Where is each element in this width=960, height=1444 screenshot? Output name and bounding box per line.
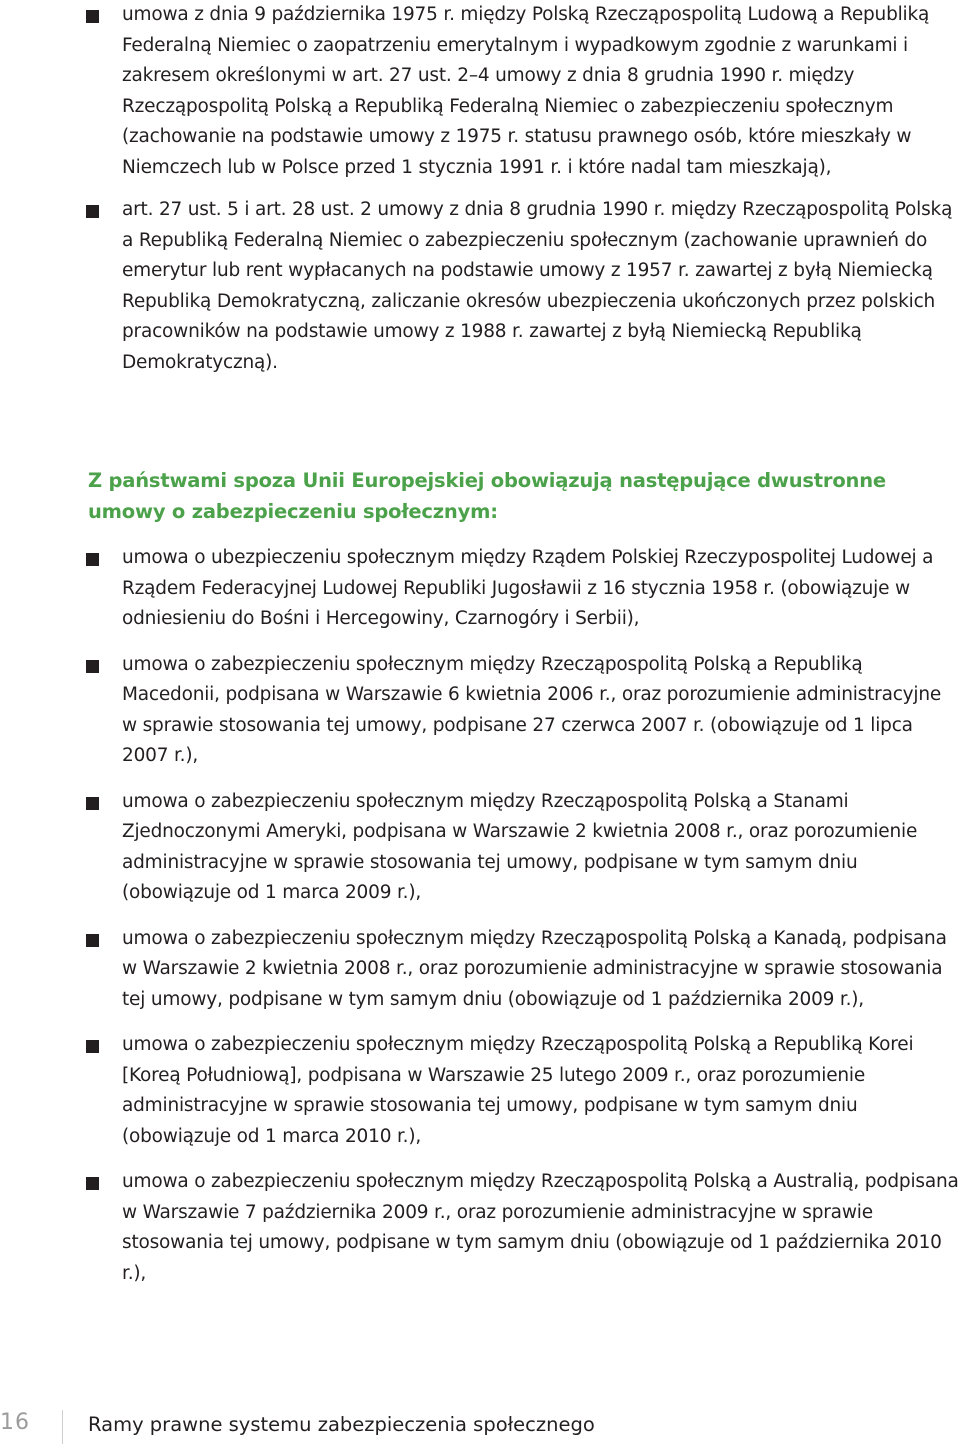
list-item <box>86 924 960 1016</box>
list-item <box>86 195 960 378</box>
agreement-list-non-eu <box>86 543 960 1304</box>
page-footer <box>0 1410 960 1444</box>
section-heading: Z państwami spoza Unii Europejskiej obowiązują następujące dwustronne umowy o zabezpieczeniu społecznym: <box>88 469 886 523</box>
list-item-text: umowa o zabezpieczeniu społecznym między Rzecząpospolitą Polską a Republiką Macedonii, podpisana w Warszawie 6 kwietnia 2006 r., oraz porozumienie administracyjne w sprawie stosowania tej umowy, podpisane 27 czerwca 2007 r. (obowiązuje od 1 lipca 2007 r.), <box>122 653 942 766</box>
list-item <box>86 1030 960 1152</box>
square-bullet-icon <box>86 797 99 810</box>
running-title: Ramy prawne systemu zabezpieczenia społecznego <box>88 1413 595 1436</box>
list-item-text: umowa o zabezpieczeniu społecznym między Rzecząpospolitą Polską a Stanami Zjednoczonymi Ameryki, podpisana w Warszawie 2 kwietnia 2008 r., oraz porozumienie administracyjne w sprawie stosowania tej umowy, podpisane w tym samym dniu (obowiązuje od 1 marca 2009 r.), <box>122 790 918 903</box>
list-item-text: umowa o zabezpieczeniu społecznym między Rzecząpospolitą Polską a Australią, podpisana w Warszawie 7 października 2009 r., oraz porozumienie administracyjne w sprawie stosowania tej umowy, podpisane w tym samym dniu (obowiązuje od 1 października 2010 r.), <box>122 1171 959 1284</box>
footer-divider <box>62 1410 63 1444</box>
list-item <box>86 0 960 183</box>
list-item-text: umowa o ubezpieczeniu społecznym między Rządem Polskiej Rzeczypospolitej Ludowej a Rządem Federacyjnej Ludowej Republiki Jugosławii z 16 stycznia 1958 r. (obowiązuje w odniesieniu do Bośni i Hercegowiny, Czarnogóry i Serbii), <box>122 547 934 629</box>
square-bullet-icon <box>86 10 99 23</box>
agreement-list-germany <box>86 0 960 378</box>
square-bullet-icon <box>86 205 99 218</box>
page-number: 16 <box>0 1410 30 1435</box>
list-item <box>86 543 960 635</box>
list-item <box>86 787 960 909</box>
square-bullet-icon <box>86 1177 99 1190</box>
list-item-text: umowa o zabezpieczeniu społecznym między Rzecząpospolitą Polską a Republiką Korei [Koreą Południową], podpisana w Warszawie 25 lutego 2009 r., oraz porozumienie administracyjne w sprawie stosowania tej umowy, podpisane w tym samym dniu (obowiązuje od 1 marca 2010 r.), <box>122 1034 914 1147</box>
square-bullet-icon <box>86 660 99 673</box>
list-item-text: art. 27 ust. 5 i art. 28 ust. 2 umowy z dnia 8 grudnia 1990 r. między Rzecząpospolitą Polską a Republiką Federalną Niemiec o zabezpieczeniu społecznym (zachowanie uprawnień do emerytur lub rent wypłacanych na podstawie umowy z 1957 r. zawartej z byłą Niemiecką Republiką Demokratyczną, zaliczanie okresów ubezpieczenia ukończonych przez polskich pracowników na podstawie umowy z 1988 r. zawartej z byłą Niemiecką Republiką Demokratyczną). <box>122 199 953 373</box>
list-item-text: umowa o zabezpieczeniu społecznym między Rzecząpospolitą Polską a Kanadą, podpisana w Warszawie 2 kwietnia 2008 r., oraz porozumienie administracyjne w sprawie stosowania tej umowy, podpisane w tym samym dniu (obowiązuje od 1 października 2009 r.), <box>122 927 947 1010</box>
list-item <box>86 650 960 772</box>
list-item-text: umowa z dnia 9 października 1975 r. między Polską Rzecząpospolitą Ludową a Republiką Federalną Niemiec o zaopatrzeniu emerytalnym i wypadkowym zgodnie z warunkami i zakresem określonymi w art. 27 ust. 2–4 umowy z dnia 8 grudnia 1990 r. między Rzecząpospolitą Polską a Republiką Federalną Niemiec o zabezpieczeniu społecznym (zachowanie na podstawie umowy z 1975 r. statusu prawnego osób, które mieszkały w Niemczech lub w Polsce przed 1 stycznia 1991 r. i które nadal tam mieszkają), <box>122 4 930 178</box>
square-bullet-icon <box>86 934 99 947</box>
square-bullet-icon <box>86 1040 99 1053</box>
square-bullet-icon <box>86 553 99 566</box>
list-item <box>86 1167 960 1289</box>
